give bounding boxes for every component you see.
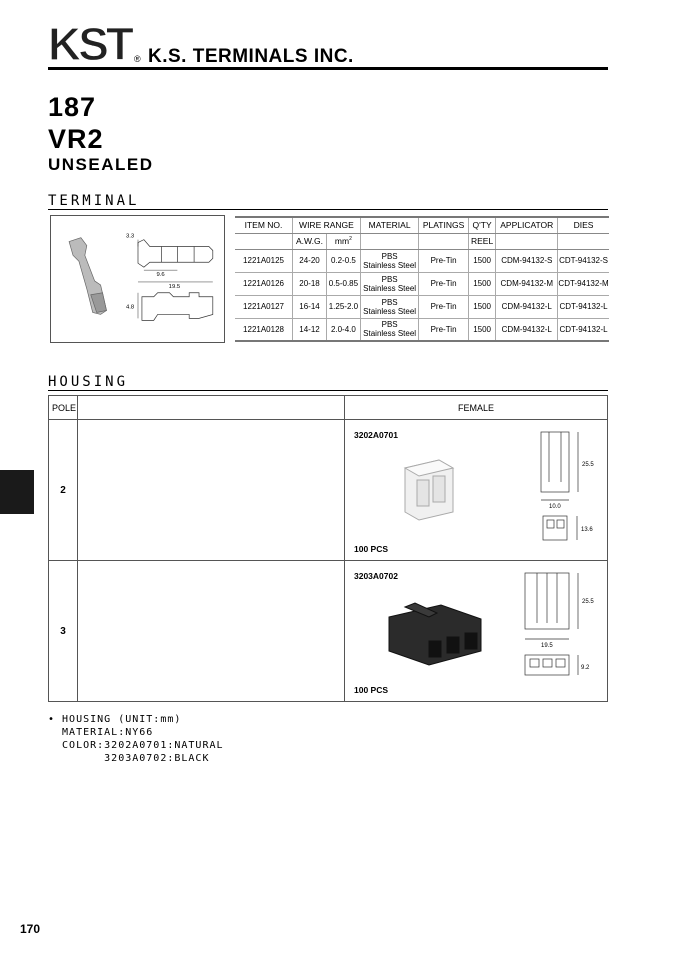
col-qty: Q'TY — [468, 217, 496, 233]
dim-19-5: 19.5 — [168, 283, 181, 290]
part-number: 3202A0701 — [354, 430, 398, 440]
col-item-no: ITEM NO. — [235, 217, 293, 233]
housing-table — [48, 395, 608, 702]
logo-text: KST — [48, 22, 131, 66]
table-row: 1221A0126 20-18 0.5-0.85 PBS Stainless Steel Pre-Tin 1500 CDM-94132-M CDT-94132-M — [235, 272, 609, 295]
pole-count: 2 — [49, 420, 78, 561]
header-rule — [48, 67, 608, 70]
col-material: MATERIAL — [360, 217, 419, 233]
housing-row-3pole — [49, 561, 608, 702]
terminal-top-view — [138, 240, 213, 268]
pack-qty: 100 PCS — [354, 544, 389, 554]
col-applicator: APPLICATOR — [496, 217, 558, 233]
housing-2pole-drawing — [345, 420, 609, 561]
dim-4-8: 4.8 — [126, 304, 135, 311]
page-number: 170 — [20, 922, 41, 936]
housing-3pole-drawing — [345, 561, 609, 702]
col-dies: DIES — [558, 217, 609, 233]
dim-side: 13.6 — [581, 527, 593, 533]
dim-width: 19.5 — [541, 643, 553, 649]
note-line: COLOR:3202A0701:NATURAL — [48, 740, 224, 751]
col-wire-range: WIRE RANGE — [293, 217, 361, 233]
terminal-side-view — [142, 293, 213, 321]
col-platings: PLATINGS — [419, 217, 468, 233]
note-line: 3203A0702:BLACK — [48, 753, 210, 764]
col-mm2: $mm^2$ — [326, 233, 360, 249]
company-name: K.S. TERMINALS INC. — [148, 46, 354, 67]
title-type: UNSEALED — [48, 155, 154, 174]
part-number: 3203A0702 — [354, 571, 398, 581]
col-pole: POLE — [49, 396, 78, 420]
dim-height: 25.5 — [582, 599, 594, 605]
col-reel: REEL — [468, 233, 496, 249]
note-line: MATERIAL:NY66 — [48, 727, 154, 738]
pack-qty: 100 PCS — [354, 685, 389, 695]
terminal-spec-table — [235, 216, 609, 342]
title-series: VR2 — [48, 124, 104, 154]
housing-notes — [48, 713, 224, 765]
registered-mark: ® — [134, 54, 141, 64]
dim-width: 10.0 — [549, 504, 561, 510]
note-line: • HOUSING (UNIT:mm) — [48, 714, 182, 725]
side-tab-marker — [0, 470, 34, 514]
col-awg: A.W.G. — [293, 233, 327, 249]
title-size: 187 — [48, 92, 97, 122]
terminal-photo — [69, 238, 106, 315]
housing-section-rule — [48, 390, 608, 391]
pole-count: 3 — [49, 561, 78, 702]
housing-row-2pole — [49, 420, 608, 561]
dim-side: 9.2 — [581, 665, 590, 671]
table-row: 1221A0125 24-20 0.2-0.5 PBS Stainless Steel Pre-Tin 1500 CDM-94132-S CDT-94132-S — [235, 249, 609, 272]
col-female: FEMALE — [345, 396, 608, 420]
housing-section-title: HOUSING — [48, 374, 129, 390]
dim-9-6: 9.6 — [156, 272, 165, 279]
table-row: 1221A0127 16-14 1.25-2.0 PBS Stainless Steel Pre-Tin 1500 CDM-94132-L CDT-94132-L — [235, 295, 609, 318]
terminal-section-title: TERMINAL — [48, 193, 140, 209]
terminal-section-rule — [48, 209, 608, 210]
kst-logo — [48, 22, 143, 66]
terminal-drawing — [50, 215, 225, 343]
table-row: 1221A0128 14-12 2.0-4.0 PBS Stainless Steel Pre-Tin 1500 CDM-94132-L CDT-94132-L — [235, 318, 609, 341]
dim-height: 25.5 — [582, 462, 594, 468]
dim-3-3: 3.3 — [126, 233, 135, 240]
